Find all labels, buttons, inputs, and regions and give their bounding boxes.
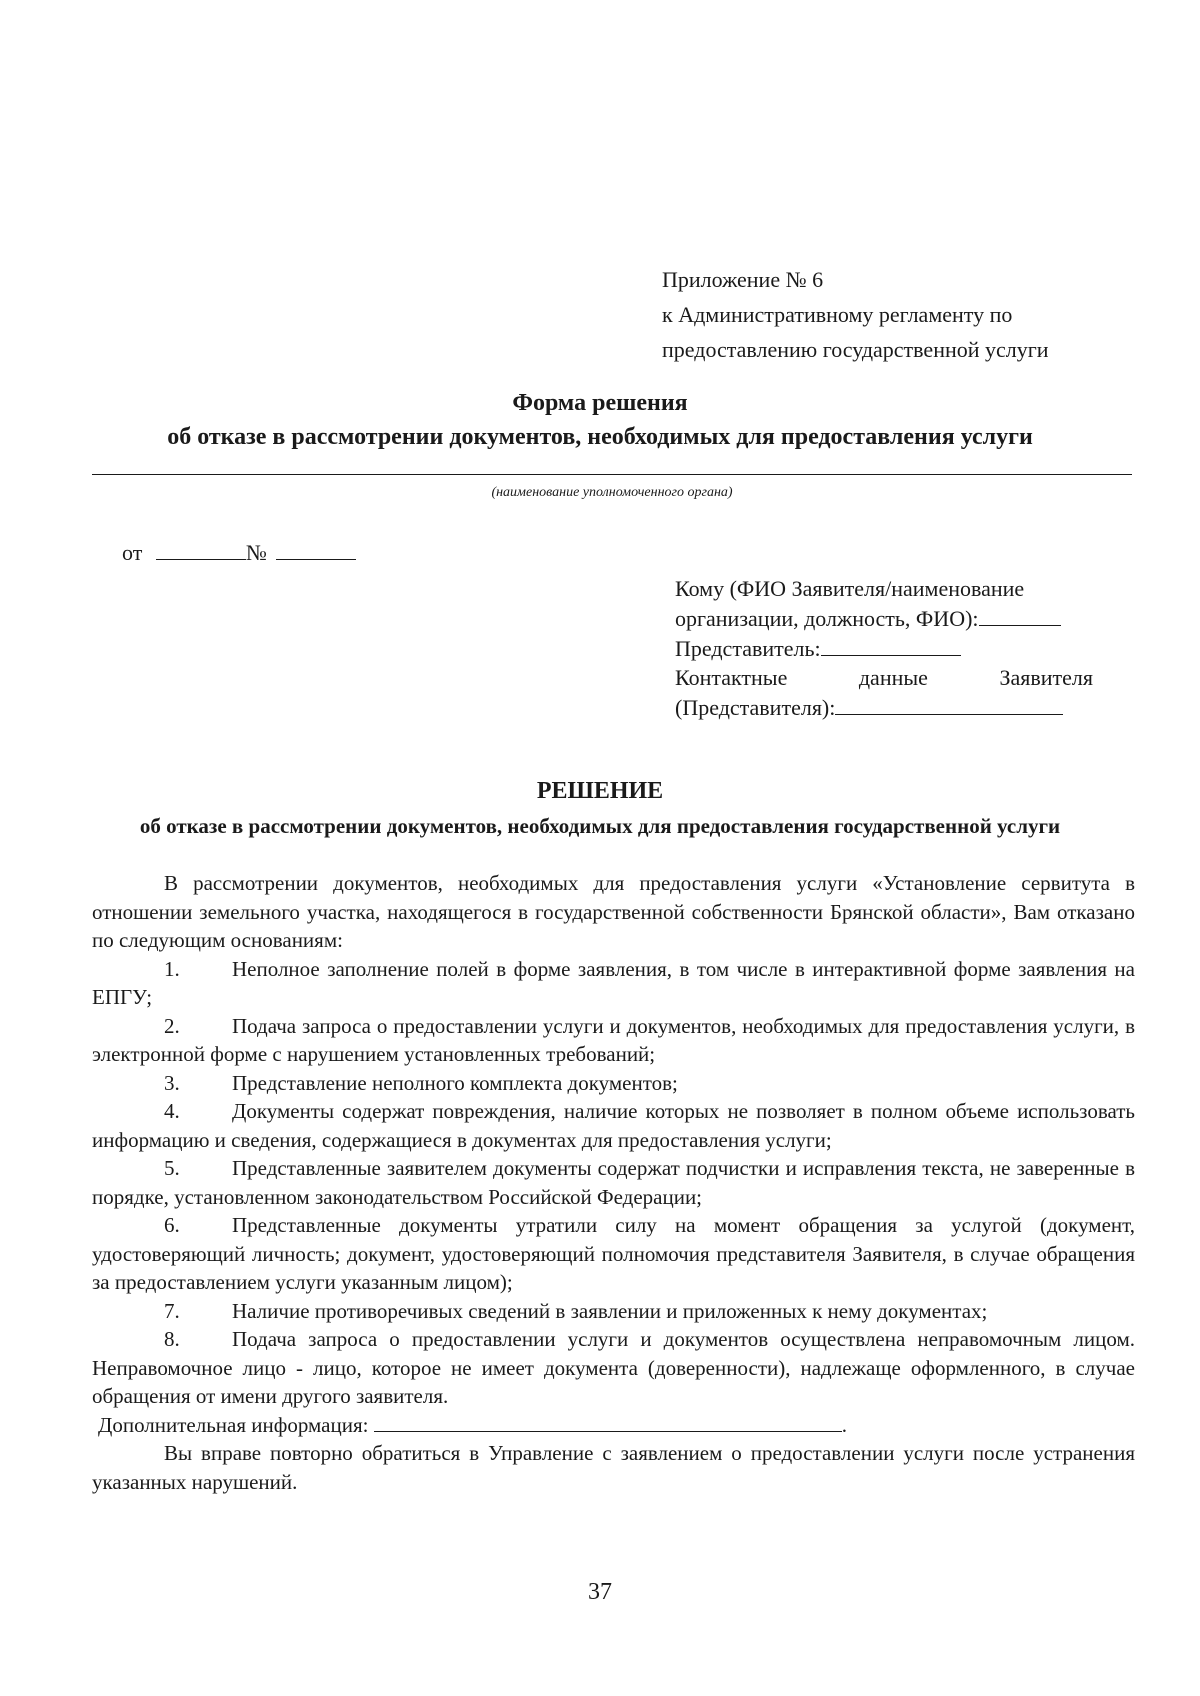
appendix-header: [662, 262, 1142, 367]
form-title-line-2: об отказе в рассмотрении документов, необходимых для предоставления услуги: [167, 424, 1033, 450]
ground-text: Подача запроса о предоставлении услуги и документов осуществлена неправомочным лицом. Неправомочное лицо - лицо, которое не имеет документа (доверенности), надлежаще оформленного, в случае обращения от имени другого заявителя.: [92, 1327, 1135, 1408]
number-label: №: [245, 540, 267, 565]
ground-number: 7.: [164, 1298, 180, 1323]
ground-item-3: [92, 1069, 1135, 1098]
appendix-line-1: Приложение № 6: [662, 267, 824, 292]
additional-info-blank: [374, 1411, 842, 1432]
appendix-line-3: предоставлению государственной услуги: [662, 337, 1049, 362]
contact-word-2: данные: [858, 665, 928, 690]
authority-blank-line: [92, 474, 1132, 475]
ground-text: Неполное заполнение полей в форме заявления, в том числе в интерактивной форме заявления на ЕПГУ;: [92, 956, 1135, 1009]
additional-info-end: .: [841, 1412, 847, 1437]
number-blank: [276, 537, 356, 560]
decision-title: РЕШЕНИЕ: [536, 778, 664, 804]
ground-text: Представление неполного комплекта документов;: [232, 1070, 678, 1095]
recipient-line-1: Кому (ФИО Заявителя/наименование: [675, 576, 1025, 601]
recipient-org-label: организации, должность, ФИО):: [675, 606, 979, 631]
ground-item-6: [92, 1211, 1135, 1297]
form-title-line-1: Форма решения: [512, 390, 688, 416]
ground-item-5: [92, 1154, 1135, 1211]
recipient-line-3: [675, 633, 1095, 663]
decision-subtitle: об отказе в рассмотрении документов, необходимых для предоставления государственной услуги: [139, 814, 1061, 838]
recipient-line-4: [675, 663, 1093, 692]
date-number-line: [122, 537, 356, 567]
contact-word-1: Контактные: [675, 665, 788, 690]
ground-item-7: [92, 1297, 1135, 1326]
ground-text: Представленные заявителем документы содержат подчистки и исправления текста, не заверенные в порядке, установленном законодательством Российской Федерации;: [92, 1156, 1135, 1209]
additional-info-label: Дополнительная информация:: [98, 1412, 369, 1437]
ground-number: 6.: [164, 1213, 180, 1237]
contact-rep-label: (Представителя):: [675, 695, 836, 720]
representative-blank: [821, 633, 961, 656]
form-title: [60, 386, 1140, 454]
representative-label: Представитель:: [675, 636, 821, 661]
recipient-block: [675, 574, 1095, 722]
additional-info-line: [92, 1411, 1135, 1440]
contact-word-3: Заявителя: [999, 665, 1093, 690]
recipient-line-2: [675, 603, 1095, 633]
closing-paragraph: Вы вправе повторно обратиться в Управление с заявлением о предоставлении услуги после устранения указанных нарушений.: [92, 1441, 1135, 1494]
recipient-org-blank: [979, 603, 1061, 626]
ground-number: 5.: [164, 1156, 180, 1180]
date-blank: [156, 537, 246, 560]
contact-blank: [835, 692, 1063, 715]
ground-number: 1.: [164, 956, 180, 981]
ground-item-2: [92, 1012, 1135, 1069]
authority-caption: (наименование уполномоченного органа): [491, 485, 733, 500]
ground-text: Подача запроса о предоставлении услуги и документов, необходимых для предоставления услуги, в электронной форме с нарушением установленных требований;: [92, 1013, 1135, 1066]
ground-text: Наличие противоречивых сведений в заявлении и приложенных к нему документах;: [232, 1298, 988, 1323]
ground-text: Документы содержат повреждения, наличие которых не позволяет в полном объеме использовать информацию и сведения, содержащиеся в документах для предоставления услуги;: [92, 1099, 1135, 1152]
decision-body: [92, 869, 1135, 1496]
ground-number: 3.: [164, 1070, 180, 1095]
body-intro: В рассмотрении документов, необходимых для предоставления услуги «Установление сервитута в отношении земельного участка, находящегося в государственной собственности Брянской области», Вам отказано по следующим основаниям:: [92, 871, 1135, 952]
ground-text: Представленные документы утратили силу на момент обращения за услугой (документ, удостоверяющий личность; документ, удостоверяющий полномочия представителя Заявителя, в случае обращения за предоставлением услуги указанным лицом);: [92, 1213, 1135, 1294]
ground-item-8: [92, 1325, 1135, 1411]
page-number: 37: [588, 1579, 612, 1605]
ground-item-1: [92, 955, 1135, 1012]
ground-number: 8.: [164, 1327, 180, 1351]
appendix-line-2: к Административному регламенту по: [662, 302, 1013, 327]
recipient-line-5: [675, 692, 1095, 722]
ground-item-4: [92, 1097, 1135, 1154]
ground-number: 4.: [164, 1099, 180, 1123]
ground-number: 2.: [164, 1013, 180, 1038]
from-label: от: [122, 540, 143, 565]
